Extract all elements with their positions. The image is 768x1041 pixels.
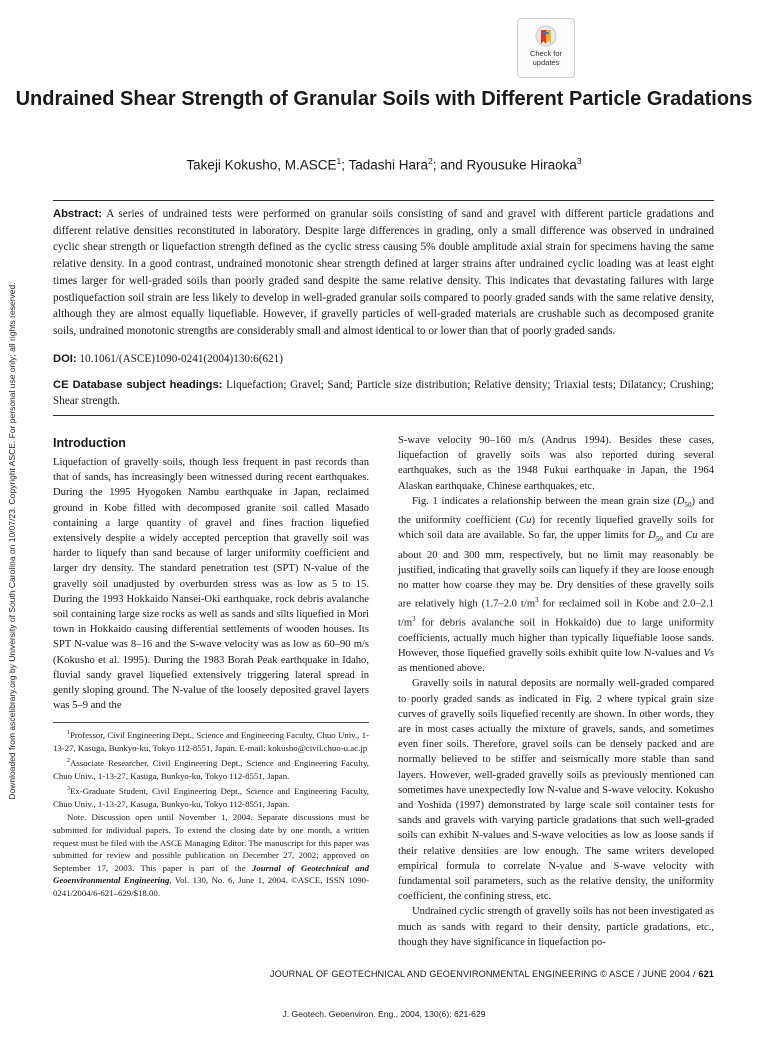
footnote-1 xyxy=(53,727,369,754)
journal-name: Journal of Geotechnical and Geoenvironmental Engineering xyxy=(53,862,369,886)
footnote-1-marker: 1 xyxy=(67,730,70,736)
section-heading-introduction: Introduction xyxy=(53,436,126,450)
intro-paragraph-1: Liquefaction of gravelly soils, though less frequent in past records than that of sands, has increasingly been witnessed during recent earthquakes. During the 1995 Hyogoken Nambu earthquake in Japan, reclaimed ground in Kobe filled with decomposed granite soil called Masado containing a large quantity of gravel and fines fraction liquefied extensively despite a widely accepted perception that gravelly soil was harder to liquefy than sand because of larger uniformity coefficient and larger dry density. The standard penetration test (SPT) N-value of the gravelly soil unadjusted by overburden stress was as low as 5 to 15. During the 1993 Hokkaido Nansei-Oki earthquake, rock debris avalanche soil containing large size rocks as well as sands and silts liquefied in Mori town in Hokkaido causing differential settlements of wooden houses. Its SPT N-value was 8–16 and the S-wave velocity was as low as 60–90 m/s (Kokusho et al. 1995). During the 1983 Borah Peak earthquake in Idaho, fluvial sandy gravel liquefied extensively triggering lateral spread in gently sloping ground. The N-value of the loosely deposited gravel layers was 5–9 and the xyxy=(53,457,369,712)
footnote-3-marker: 3 xyxy=(67,786,70,793)
abstract-text: A series of undrained tests were performed on granular soils consisting of sand and gravel with different particle gradations and different relative densities reconstituted in laboratory. Despite large differences in grading, only a small difference was observed in undrained cyclic shear strength or liquefaction strength defined as the cyclic stress causing 5% double amplitude axial strain for specimens having the same relative density. In a good contrast, undrained monotonic shear strength defined at larger strains after undrained cyclic loading was at least eight times larger for well-graded soils than poorly graded sand despite the same relative density. This indicates that devastating failures with large postliquefaction soil strain are less likely to develop in well-graded granular soils compared to poorly graded sands with the same relative density, although they are almost equally liquefiable. However, if gravelly particles of well-graded materials are crushable such as decomposed granite soils, undrained monotonic strengths are considerably small and almost identical to or lower than that of poorly graded sands. xyxy=(53,208,714,337)
subject-headings-label: CE Database subject headings: xyxy=(53,379,223,391)
footnote-2-text: Associate Researcher, Civil Engineering Dept., Science and Engineering Faculty, Chuo Univ., 1-13-27, Kasuga, Bunkyo-ku, Tokyo 112-8551, Japan. xyxy=(53,758,369,781)
author-3-affil: 3 xyxy=(576,156,582,166)
footnote-3-text: Ex-Graduate Student, Civil Engineering Dept., Science and Engineering Faculty, Chuo Univ., 1-13-27, Kasuga, Bunkyo-ku, Tokyo 112-8551, Japan. xyxy=(53,786,369,809)
running-footer xyxy=(53,968,714,980)
abstract-label: Abstract: xyxy=(53,208,103,220)
doi-value[interactable]: 10.1061/(ASCE)1090-0241(2004)130:6(621) xyxy=(79,353,283,365)
author-list xyxy=(0,152,768,175)
badge-label-line2: updates xyxy=(532,58,560,67)
check-for-updates-badge[interactable] xyxy=(517,18,575,78)
doi-line xyxy=(53,352,714,367)
subject-headings xyxy=(53,377,714,409)
discussion-note-issn: , Vol. 130, No. 6, June 1, 2004. ©ASCE, ISSN 1090-0241/2004/6-621–629/$18.00. xyxy=(53,875,369,898)
author-1: Takeji Kokusho, M.ASCE xyxy=(186,157,337,173)
footnote-rule xyxy=(53,722,369,723)
author-2: ; Tadashi Hara xyxy=(341,157,429,173)
right-paragraph-4: Undrained cyclic strength of gravelly soils has not been investigated as much as sands with regard to their density, particle gradations, etc., though they have significance in liquefaction po- xyxy=(398,906,714,948)
right-column xyxy=(398,433,714,950)
page-number: 621 xyxy=(698,969,714,979)
footnotes xyxy=(53,727,369,900)
download-watermark: Downloaded from ascelibrary.org by University of South Carolina on 10/07/23. Copyright ASCE. For personal use only; all rights reserved. xyxy=(7,282,17,800)
author-3: ; and Ryousuke Hiraoka xyxy=(432,157,577,173)
abstract xyxy=(53,206,714,340)
citation-line: J. Geotech. Geoenviron. Eng., 2004, 130(6): 621-629 xyxy=(282,1009,486,1019)
footnote-1-text: Professor, Civil Engineering Dept., Science and Engineering Faculty, Chuo Univ., 1-13-27, Kasuga, Bunkyo-ku, Tokyo 112-8551, Japan. E-mail: kokusho@civil.chuo-u.ac.jp xyxy=(53,729,369,753)
running-footer-journal: JOURNAL OF GEOTECHNICAL AND GEOENVIRONMENTAL ENGINEERING © ASCE / JUNE 2004 / xyxy=(269,969,699,979)
discussion-note-text: Note. Discussion open until November 1, 2004. Separate discussions must be submitted for individual papers. To extend the closing date by one month, a written request must be filed with the ASCE Managing Editor. The manuscript for this paper was submitted for review and possible publication on December 27, 2002; approved on September 17, 2003. This paper is part of the xyxy=(53,812,369,873)
left-column xyxy=(53,433,369,713)
right-paragraph-3: Gravelly soils in natural deposits are normally well-graded compared to poorly graded sands as indicated in Fig. 2 where typical grain size curves of gravelly soils liquefied recently are shown. In other words, they are in most cases actually the mixture of gravels, sands, and sometimes even finer soils. Therefore, gravel soils can be densely packed and are normally believed to be stiffer and seismically more stable than sand layers. However, well-graded gravelly soils as previously mentioned can sometimes have unexpectedly low N-value and S-wave velocity. Kokusho and Yoshida (1997) demonstrated by large scale soil container tests for sands and gravels with varying particle gradations that such well-graded soils can exhibit N-values and S-wave velocities as low as loose sands if their relative densities are low enough. The same writers developed empirical formula to correlate N-value and S-wave velocity with fundamental soil parameters, such as the relative density, the uniformity coefficient, the confining stress, etc. xyxy=(398,678,714,903)
badge-label-line1: Check for xyxy=(529,49,563,58)
footnote-2-marker: 2 xyxy=(67,758,70,765)
doi-label: DOI: xyxy=(53,353,77,365)
footnote-3 xyxy=(53,783,369,810)
subject-headings-text: Liquefaction; Gravel; Sand; Particle size distribution; Relative density; Triaxial tests; Dilatancy; Crushing; Shear strength. xyxy=(53,379,714,407)
paper-title: Undrained Shear Strength of Granular Soils with Different Particle Gradations xyxy=(15,88,753,110)
bookmark-ribbon-icon xyxy=(535,25,557,49)
discussion-note xyxy=(53,811,369,899)
right-paragraph-1: S-wave velocity 90–160 m/s (Andrus 1994). Besides these cases, liquefaction of gravelly soils was also reported during several earthquakes, such as the 1948 Fukui earthquake in Japan, the 1964 Alaskan earthquake, Chinese earthquakes, etc. xyxy=(398,435,714,492)
abstract-bottom-rule xyxy=(53,415,714,416)
abstract-top-rule xyxy=(53,200,714,201)
author-1-affil: 1 xyxy=(336,156,342,166)
author-2-affil: 2 xyxy=(428,156,433,166)
right-paragraph-2: Fig. 1 indicates a relationship between the mean grain size $(D_{50})$ and the uniformity coefficient (Cu) for recently liquefied gravelly soils for which soil data are available. So far, the upper limits for $D_{50}$ and Cu are about 20 and 300 mm, respectively, but no limit may reasonably be justified, indicating that gravelly soils can liquefy if they are loose enough no matter how coarse they may be. Dry densities of these gravelly soils are relatively high (1.7–2.0 $t/m^3$ for reclaimed soil in Kobe and 2.0–2.1 $t/m^3$ for debris avalanche soil in Hokkaido) due to large uniformity coefficients, actually much higher than typically liquefiable loose sands. However, those liquefied gravelly soils exhibit quite low N-values and Vs as mentioned above. xyxy=(398,495,715,675)
footnote-2 xyxy=(53,755,369,782)
